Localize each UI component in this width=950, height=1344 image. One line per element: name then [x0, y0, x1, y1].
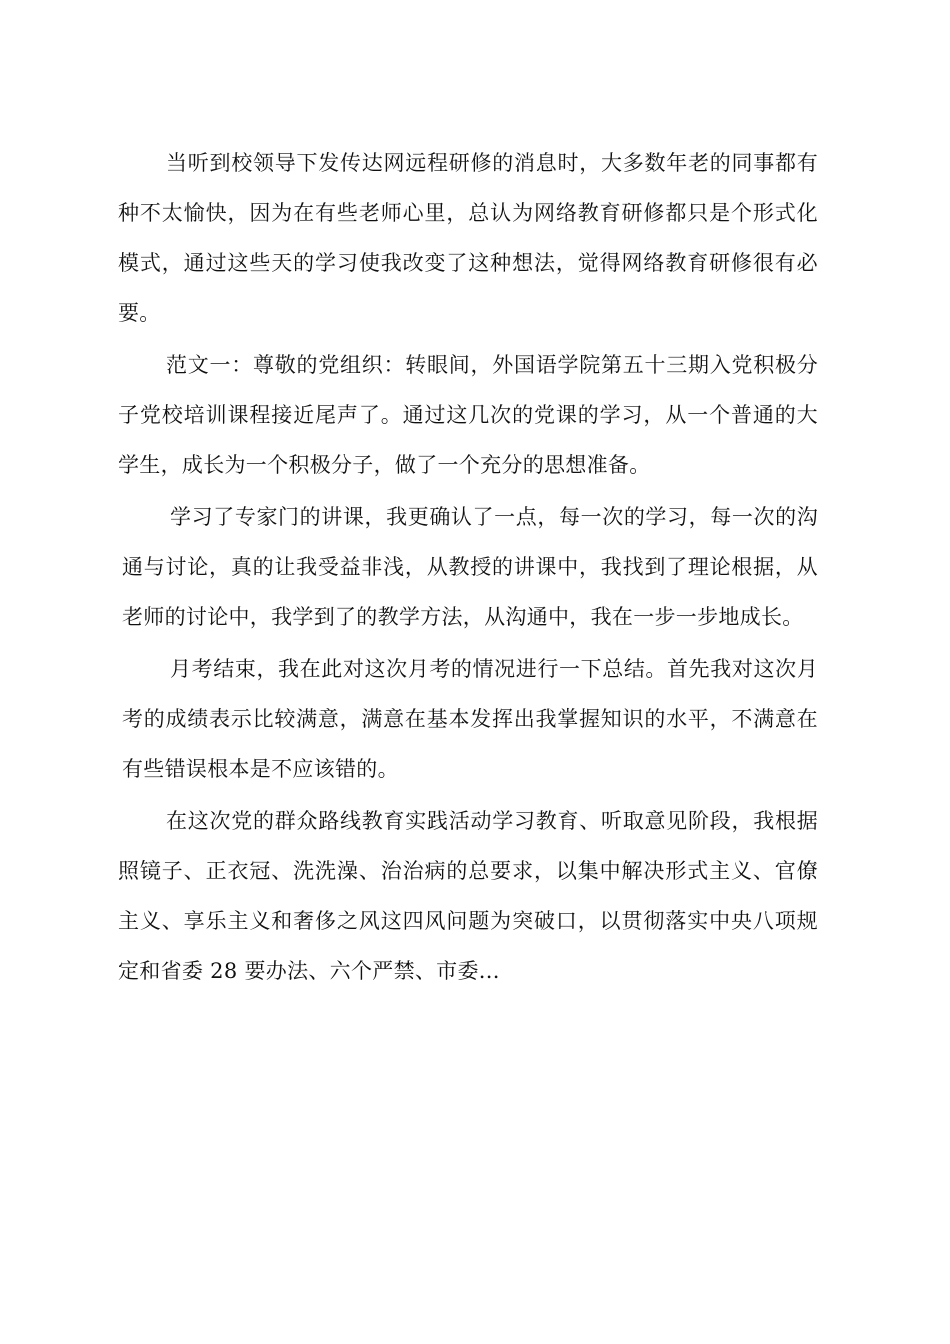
paragraph-5: 在这次党的群众路线教育实践活动学习教育、听取意见阶段，我根据照镜子、正衣冠、洗洗澡、治治病的总要求，以集中解决形式主义、官僚主义、享乐主义和奢侈之风这四风问题为突破口，以贯彻落实中央八项规定和省委 28 要办法、六个严禁、市委... — [118, 809, 818, 983]
paragraph-3: 学习了专家门的讲课，我更确认了一点，每一次的学习，每一次的沟通与讨论，真的让我受益非浅，从教授的讲课中，我找到了理论根据，从老师的讨论中，我学到了的教学方法，从沟通中，我在一步一步地成长。 — [122, 505, 818, 629]
paragraph-4: 月考结束，我在此对这次月考的情况进行一下总结。首先我对这次月考的成绩表示比较满意，满意在基本发挥出我掌握知识的水平，不满意在有些错误根本是不应该错的。 — [122, 657, 818, 781]
paragraph-2: 范文一：尊敬的党组织：转眼间，外国语学院第五十三期入党积极分子党校培训课程接近尾声了。通过这几次的党课的学习，从一个普通的大学生，成长为一个积极分子，做了一个充分的思想准备。 — [118, 353, 818, 477]
paragraph-1: 当听到校领导下发传达网远程研修的消息时，大多数年老的同事都有种不太愉快，因为在有些老师心里，总认为网络教育研修都只是个形式化模式，通过这些天的学习使我改变了这种想法，觉得网络教育研修很有必要。 — [118, 151, 818, 325]
document-body — [118, 138, 818, 998]
